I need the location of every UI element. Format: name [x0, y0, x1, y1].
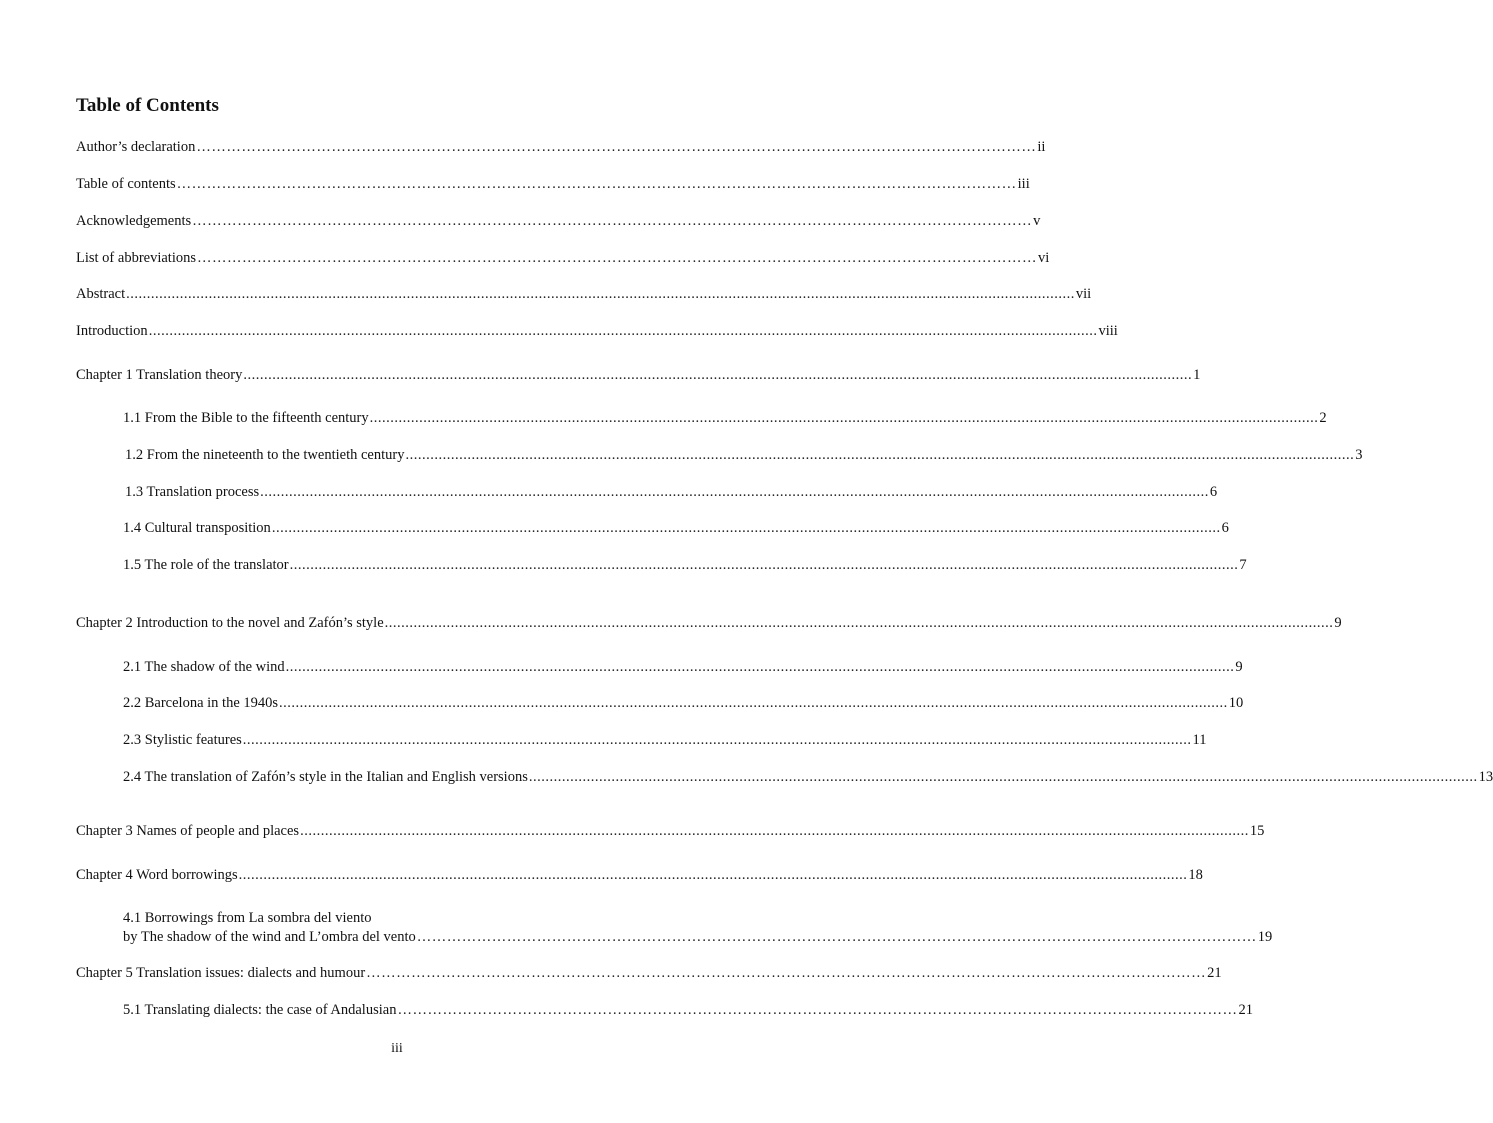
- toc-entry-title: Chapter 5 Translation issues: dialects and humour: [76, 965, 366, 981]
- toc-entry-page: iii: [1017, 176, 1030, 192]
- toc-entry-2-4[interactable]: [123, 768, 1493, 786]
- toc-entry-2-3[interactable]: [123, 731, 1207, 749]
- dot-leader: ......................................................................................................................................................................................................................................: [528, 769, 1478, 785]
- dot-leader: ……………………………………………………………………………………………………………………………………………………: [416, 929, 1257, 945]
- dot-leader: ……………………………………………………………………………………………………………………………………………………: [366, 965, 1207, 981]
- toc-entry-list-of-abbreviations[interactable]: [76, 249, 1050, 267]
- toc-entry-title: 1.5 The role of the translator: [123, 557, 289, 573]
- dot-leader: ......................................................................................................................................................................................................................................: [289, 557, 1239, 573]
- dot-leader: ……………………………………………………………………………………………………………………………………………………: [397, 1002, 1238, 1018]
- dot-leader: ......................................................................................................................................................................................................................................: [285, 659, 1235, 675]
- toc-entry-page: 7: [1239, 557, 1247, 573]
- toc-entry-title: by The shadow of the wind and L’ombra del vento: [123, 929, 416, 945]
- toc-entry-page: 1: [1193, 367, 1201, 383]
- toc-entry-page: 2: [1319, 410, 1327, 426]
- dot-leader: ......................................................................................................................................................................................................................................: [243, 367, 1193, 383]
- toc-entry-title: 1.1 From the Bible to the fifteenth century: [123, 410, 369, 426]
- toc-entry-title: Author’s declaration: [76, 139, 196, 155]
- toc-entry-title: 5.1 Translating dialects: the case of Andalusian: [123, 1002, 397, 1018]
- dot-leader: ......................................................................................................................................................................................................................................: [300, 823, 1249, 839]
- toc-entry-chapter-4[interactable]: [76, 866, 1203, 884]
- toc-entry-page: vi: [1038, 250, 1050, 266]
- toc-entry-title: 1.2 From the nineteenth to the twentieth century: [125, 447, 405, 463]
- toc-entry-title: List of abbreviations: [76, 250, 197, 266]
- toc-entry-title: 1.3 Translation process: [125, 484, 260, 500]
- toc-entry-title: Introduction: [76, 323, 148, 339]
- toc-entry-abstract[interactable]: [76, 285, 1092, 303]
- page-number: iii: [391, 1041, 403, 1056]
- dot-leader: ......................................................................................................................................................................................................................................: [242, 732, 1192, 748]
- toc-entry-5-1[interactable]: [123, 1001, 1253, 1019]
- toc-entry-2-1[interactable]: [123, 658, 1243, 676]
- dot-leader: ......................................................................................................................................................................................................................................: [271, 520, 1221, 536]
- toc-entry-page: 13: [1478, 769, 1493, 785]
- toc-entry-title: 2.4 The translation of Zafón’s style in the Italian and English versions: [123, 769, 528, 785]
- toc-entry-1-4[interactable]: [123, 519, 1229, 537]
- toc-entry-page: 11: [1192, 732, 1207, 748]
- toc-entry-1-1[interactable]: [123, 409, 1327, 427]
- dot-leader: ……………………………………………………………………………………………………………………………………………………: [197, 250, 1038, 266]
- dot-leader: ......................................................................................................................................................................................................................................: [279, 695, 1228, 711]
- toc-entry-4-1[interactable]: [123, 928, 1273, 946]
- dot-leader: ……………………………………………………………………………………………………………………………………………………: [196, 139, 1037, 155]
- toc-entry-page: ii: [1037, 139, 1046, 155]
- dot-leader: ......................................................................................................................................................................................................................................: [238, 867, 1188, 883]
- page-title: Table of Contents: [76, 95, 219, 116]
- dot-leader: ......................................................................................................................................................................................................................................: [148, 323, 1098, 339]
- dot-leader: ......................................................................................................................................................................................................................................: [369, 410, 1319, 426]
- dot-leader: ......................................................................................................................................................................................................................................: [384, 615, 1334, 631]
- toc-entry-title: 1.4 Cultural transposition: [123, 520, 271, 536]
- dot-leader: ……………………………………………………………………………………………………………………………………………………: [176, 176, 1017, 192]
- toc-entry-2-2[interactable]: [123, 694, 1244, 712]
- dot-leader: ......................................................................................................................................................................................................................................: [260, 484, 1209, 500]
- toc-entry-chapter-3[interactable]: [76, 822, 1265, 840]
- toc-entry-title: 2.3 Stylistic features: [123, 732, 242, 748]
- toc-entry-chapter-2[interactable]: [76, 614, 1342, 632]
- toc-entry-page: 6: [1209, 484, 1218, 500]
- toc-entry-chapter-5[interactable]: [76, 964, 1222, 982]
- dot-leader: ......................................................................................................................................................................................................................................: [405, 447, 1355, 463]
- toc-entry-table-of-contents[interactable]: [76, 175, 1030, 193]
- toc-entry-page: 18: [1188, 867, 1203, 883]
- dot-leader: ......................................................................................................................................................................................................................................: [126, 286, 1075, 302]
- toc-entry-title: Chapter 1 Translation theory: [76, 367, 243, 383]
- toc-entry-title: Chapter 2 Introduction to the novel and Zafón’s style: [76, 615, 384, 631]
- toc-entry-1-5[interactable]: [123, 556, 1247, 574]
- toc-entry-page: 21: [1238, 1002, 1253, 1018]
- toc-entry-acknowledgements[interactable]: [76, 212, 1041, 230]
- toc-entry-page: vii: [1075, 286, 1092, 302]
- toc-entry-page: viii: [1098, 323, 1118, 339]
- toc-entry-title: Acknowledgements: [76, 213, 192, 229]
- toc-entry-title: 2.2 Barcelona in the 1940s: [123, 695, 279, 711]
- toc-entry-page: 6: [1221, 520, 1229, 536]
- toc-entry-title: Chapter 4 Word borrowings: [76, 867, 238, 883]
- dot-leader: ……………………………………………………………………………………………………………………………………………………: [192, 213, 1033, 229]
- toc-entry-introduction[interactable]: [76, 322, 1118, 340]
- toc-entry-1-3[interactable]: [125, 483, 1218, 501]
- toc-entry-page: 21: [1207, 965, 1222, 981]
- toc-entry-page: 9: [1235, 659, 1243, 675]
- toc-entry-page: 3: [1355, 447, 1363, 463]
- toc-entry-page: 19: [1257, 929, 1273, 945]
- toc-entry-1-2[interactable]: [125, 446, 1363, 464]
- toc-entry-page: 9: [1334, 615, 1342, 631]
- toc-entry-4-1-first-line[interactable]: 4.1 Borrowings from La sombra del viento: [123, 910, 372, 926]
- toc-entry-page: 10: [1228, 695, 1244, 711]
- toc-entry-chapter-1[interactable]: [76, 366, 1201, 384]
- toc-entry-authors-declaration[interactable]: [76, 138, 1046, 156]
- toc-entry-page: 15: [1249, 823, 1265, 839]
- toc-entry-title: 2.1 The shadow of the wind: [123, 659, 285, 675]
- toc-entry-page: v: [1033, 213, 1041, 229]
- toc-entry-title: Chapter 3 Names of people and places: [76, 823, 300, 839]
- toc-entry-title: Abstract: [76, 286, 126, 302]
- toc-entry-title: Table of contents: [76, 176, 176, 192]
